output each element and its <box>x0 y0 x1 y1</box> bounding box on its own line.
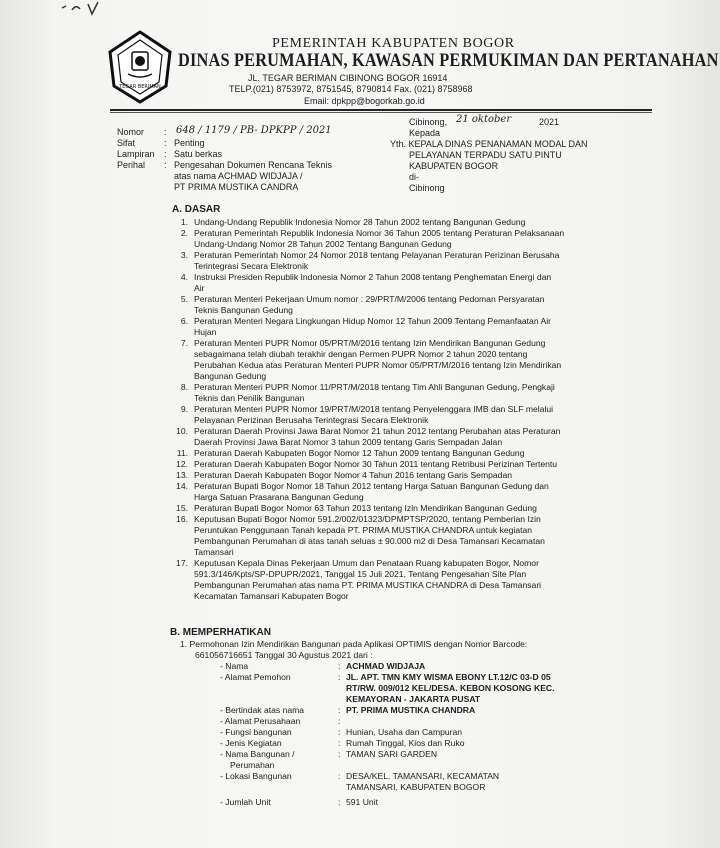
dasar-item-number: 2. <box>180 228 188 238</box>
detail-colon: : <box>338 716 341 726</box>
dasar-item-text: Keputusan Bupati Bogor Nomor 591.2/002/01323/DPMPTSP/2020, tentang Pemberian Izin <box>194 514 541 524</box>
section-memperhatikan-heading: B. MEMPERHATIKAN <box>170 627 271 638</box>
dasar-item <box>172 272 627 294</box>
dasar-item-number: 16. <box>176 514 188 524</box>
dasar-item-text: sebagaimana telah diubah terakhir dengan Permen PUPR Nomor 2 tahun 2020 tentang <box>194 349 528 359</box>
meta-labels: Nomor Sifat Lampiran Perihal <box>117 127 155 170</box>
detail-label: - Jenis Kegiatan <box>220 738 282 748</box>
letter-sifat: Penting <box>174 138 205 148</box>
letterhead-agency: DINAS PERUMAHAN, KAWASAN PERMUKIMAN DAN PERTANAHAN <box>178 50 719 71</box>
detail-label: - Alamat Pemohon <box>220 672 291 682</box>
dasar-item-text: Bangunan Gedung <box>194 371 267 381</box>
detail-label: - Jumlah Unit <box>220 797 271 807</box>
letter-recipient: PELAYANAN TERPADU SATU PINTU KABUPATEN BOGOR di- Cibinong <box>409 150 562 193</box>
detail-label: Perumahan <box>230 760 275 770</box>
letterhead-government: PEMERINTAH KABUPATEN BOGOR <box>272 36 515 51</box>
dasar-item-number: 10. <box>176 426 188 436</box>
dasar-item-text: Peraturan Menteri Pekerjaan Umum nomor : 29/PRT/M/2006 tentang Pedoman Persyaratan <box>194 294 545 304</box>
section-dasar-heading: A. DASAR <box>172 204 221 215</box>
detail-label: - Nama Bangunan / <box>220 749 295 759</box>
dasar-item-number: 9. <box>180 404 188 414</box>
dasar-item <box>172 481 627 503</box>
letterhead-rule <box>110 109 652 111</box>
dasar-item-text: Peraturan Daerah Kabupaten Bogor Nomor 12 Tahun 2009 tentang Bangunan Gedung <box>194 448 525 458</box>
dasar-item-text: Peraturan Pemerintah Nomor 24 Nomor 2018 tentang Pelayanan Peraturan Perizinan Berusaha <box>194 250 560 260</box>
letter-yth: Yth. KEPALA DINAS PENANAMAN MODAL DAN <box>390 139 588 149</box>
dasar-item-text: Pembangunan Perumahan di atas tanah seluas ± 90.000 m2 di Desa Tamansari Kecamatan <box>194 536 545 546</box>
dasar-item-text: 591.3/146/Kpts/SP-DPUPR/2021, Tanggal 15 Juli 2021, Tentang Pengesahan Site Plan <box>194 569 527 579</box>
letterhead-address: JL. TEGAR BERIMAN CIBINONG BOGOR 16914 <box>248 73 448 83</box>
dasar-item <box>172 338 627 382</box>
detail-value: PT. PRIMA MUSTIKA CHANDRA <box>346 705 476 715</box>
dasar-item <box>172 382 627 404</box>
dasar-item-number: 8. <box>180 382 188 392</box>
detail-label: - Lokasi Bangunan <box>220 771 292 781</box>
dasar-item <box>172 470 627 481</box>
detail-colon: : <box>338 738 341 748</box>
dasar-item-text: Peraturan Bupati Bogor Nomor 18 Tahun 2012 tentang Harga Satuan Bangunan Gedung dan <box>194 481 549 491</box>
dasar-item <box>172 217 627 228</box>
detail-colon: : <box>338 749 341 759</box>
dasar-item <box>172 514 627 558</box>
dasar-item-text: Air <box>194 283 205 293</box>
detail-colon: : <box>338 797 341 807</box>
dasar-item-number: 6. <box>180 316 188 326</box>
dasar-item <box>172 316 627 338</box>
letterhead-rule-thin <box>110 112 652 113</box>
dasar-item-text: Peraturan Bupati Bogor Nomor 63 Tahun 2013 tentang Izin Mendirikan Bangunan Gedung <box>194 503 537 513</box>
letterhead-email: Email: dpkpp@bogorkab.go.id <box>304 96 425 106</box>
letter-number: 648 / 1179 / PB- DPKPP / 2021 <box>176 125 332 136</box>
dasar-item-text: Peraturan Pemerintah Republik Indonesia Nomor 36 Tahun 2005 tentang Peraturan Pelaksanaan <box>194 228 565 238</box>
dasar-item-text: Peraturan Daerah Kabupaten Bogor Nomor 4 Tahun 2016 tentang Garis Sempadan <box>194 470 513 480</box>
dasar-item-text: Undang-Undang Republik Indonesia Nomor 28 Tahun 2002 tentang Bangunan Gedung <box>194 217 526 227</box>
corner-scribble <box>58 0 118 22</box>
detail-value: DESA/KEL. TAMANSARI, KECAMATAN TAMANSARI, KABUPATEN BOGOR <box>346 771 500 792</box>
memperhatikan-intro: 1. Permohonan Izin Mendirikan Bangunan pada Aplikasi OPTIMIS dengan Nomor Barcode: 661056716651 Tanggal 30 Agustus 2021 dari : <box>180 639 528 660</box>
bogor-coat-of-arms-logo <box>108 30 172 104</box>
dasar-item-text: Perubahan Kedua atas Peraturan Menteri PUPR Nomor 05/PRT/M/2016 tentang Izin Mendirikan <box>194 360 562 370</box>
dasar-item-text: Teknis Bangunan Gedung <box>194 305 293 315</box>
dasar-item-number: 13. <box>176 470 188 480</box>
dasar-item-number: 11. <box>176 448 188 458</box>
dasar-item-text: Pelayanan Perizinan Berusaha Terintegrasi Secara Elektronik <box>194 415 429 425</box>
detail-colon: : <box>338 661 341 671</box>
dasar-item-number: 12. <box>176 459 188 469</box>
dasar-item-text: Tamansari <box>194 547 234 557</box>
dasar-item-text: Pembangunan Perumahan atas nama PT. PRIMA MUSTIKA CHANDRA di Desa Tamansari <box>194 580 542 590</box>
dasar-item-number: 1. <box>180 217 188 227</box>
dasar-item-text: Harga Satuan Prasarana Bangunan Gedung <box>194 492 364 502</box>
detail-colon: : <box>338 727 341 737</box>
dasar-item-text: Teknis dan Penilik Bangunan <box>194 393 305 403</box>
dasar-item <box>172 294 627 316</box>
detail-colon: : <box>338 705 341 715</box>
detail-colon: : <box>338 771 341 781</box>
dasar-item-text: Hujan <box>194 327 217 337</box>
detail-label: - Fungsi bangunan <box>220 727 292 737</box>
dasar-item-text: Instruksi Presiden Republik Indonesia Nomor 2 Tahun 2008 tentang Penghematan Energi dan <box>194 272 552 282</box>
detail-label: - Nama <box>220 661 249 671</box>
dasar-item <box>172 448 627 459</box>
letter-perihal: Pengesahan Dokumen Rencana Teknis atas nama ACHMAD WIDJAJA / PT PRIMA MUSTIKA CANDRA <box>174 160 332 192</box>
dasar-item-text: Peraturan Daerah Provinsi Jawa Barat Nomor 21 tahun 2012 tentang Perubahan atas Peraturan <box>194 426 561 436</box>
dasar-item <box>172 426 627 448</box>
detail-label: - Bertindak atas nama <box>220 705 305 715</box>
dasar-item-text: Peraturan Daerah Kabupaten Bogor Nomor 30 Tahun 2011 tentang Retribusi Perizinan Tertentu <box>194 459 558 469</box>
dasar-item-number: 3. <box>180 250 188 260</box>
dasar-item-number: 17. <box>176 558 188 568</box>
dasar-item <box>172 459 627 470</box>
dasar-item <box>172 503 627 514</box>
dasar-item-text: Kecamatan Tamansari Kabupaten Bogor <box>194 591 349 601</box>
dasar-item-number: 5. <box>180 294 188 304</box>
dasar-item-text: Terintegrasi Secara Elektronik <box>194 261 309 271</box>
detail-value: TAMAN SARI GARDEN <box>346 749 438 759</box>
letter-date-handwritten: 21 oktober <box>456 114 512 125</box>
dasar-item-text: Daerah Provinsi Jawa Barat Nomor 3 tahun 2009 tentang Garis Sempadan Jalan <box>194 437 503 447</box>
detail-value: JL. APT. TMN KMY WISMA EBONY LT.12/C 03-D 05 RT/RW. 009/012 KEL/DESA. KEBON KOSONG KEC. KEMAYORAN - JAKARTA PUSAT <box>346 672 555 704</box>
dasar-item-text: Peruntukan Penggunaan Tanah kepada PT. PRIMA MUSTIKA CHANDRA untuk kegiatan <box>194 525 533 535</box>
letterhead-phone: TELP.(021) 8753972, 8751545, 8790814 Fax. (021) 8758968 <box>229 84 473 94</box>
letter-kepada: Kepada <box>409 128 441 138</box>
detail-colon: : <box>338 672 341 682</box>
dasar-item <box>172 228 627 250</box>
detail-label: - Alamat Perusahaan <box>220 716 301 726</box>
dasar-item <box>172 404 627 426</box>
letter-lampiran: Satu berkas <box>174 149 223 159</box>
meta-colons: : : : : <box>164 127 167 170</box>
dasar-item-text: Undang-Undang Nomor 28 Tahun 2002 Tentang Bangunan Gedung <box>194 239 452 249</box>
dasar-item-text: Peraturan Menteri PUPR Nomor 19/PRT/M/2018 tentang Penyelenggara IMB dan SLF melalui <box>194 404 554 414</box>
dasar-item <box>172 558 627 602</box>
detail-value: Hunian, Usaha dan Campuran <box>346 727 463 737</box>
detail-value: ACHMAD WIDJAJA <box>346 661 426 671</box>
dasar-item-number: 7. <box>180 338 188 348</box>
dasar-item <box>172 250 627 272</box>
dasar-item-text: Keputusan Kepala Dinas Pekerjaan Umum dan Penataan Ruang kabupaten Bogor, Nomor <box>194 558 539 568</box>
dasar-item-number: 14. <box>176 481 188 491</box>
dasar-item-number: 15. <box>176 503 188 513</box>
dasar-item-number: 4. <box>180 272 188 282</box>
dasar-item-text: Peraturan Menteri PUPR Nomor 11/PRT/M/2018 tentang Tim Ahli Bangunan Gedung, Pengkaji <box>194 382 555 392</box>
dasar-item-text: Peraturan Menteri Negara Lingkungan Hidup Nomor 12 Tahun 2009 Tentang Pemanfaatan Air <box>194 316 552 326</box>
detail-value: 591 Unit <box>346 797 379 807</box>
letter-date-year: 2021 <box>539 117 560 127</box>
svg-text:TEGAR BERIMAN: TEGAR BERIMAN <box>119 84 161 90</box>
dasar-item-text: Peraturan Menteri PUPR Nomor 05/PRT/M/2016 tentang Izin Mendirikan Bangunan Gedung <box>194 338 546 348</box>
letter-date-city: Cibinong, <box>409 117 448 127</box>
detail-value: Rumah Tinggal, Kios dan Ruko <box>346 738 465 748</box>
